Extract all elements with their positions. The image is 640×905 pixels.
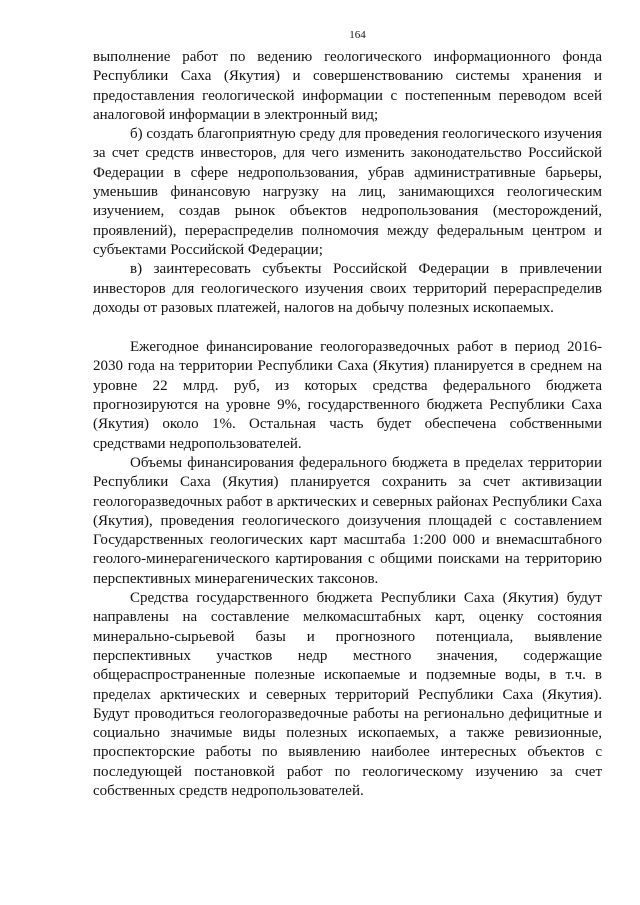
paragraph-6: Средства государственного бюджета Республики Саха (Якутия) будут направлены на составление мелкомасштабных карт, оценку состояния минерально-сырьевой базы и прогнозного потенциала, выявление перспективных участков недр местного значения, содержащие общераспространенные полезные ископаемые и подземные воды, в т.ч. в пределах арктических и северных территорий Республики Саха (Якутия). Будут проводиться геологоразведочные работы на регионально дефицитные и социально значимые виды полезных ископаемых, а также ревизионные, проспекторские работы по выявлению наиболее интересных объектов с последующей постановкой работ по геологическому изучению за счет собственных средств недропользователей. — [93, 590, 602, 799]
paragraph-3: в) заинтересовать субъекты Российской Федерации в привлечении инвесторов для геологического изучения своих территорий перераспределив доходы от разовых платежей, налогов на добычу полезных ископаемых. — [93, 261, 602, 316]
paragraph-gap — [93, 318, 602, 338]
paragraph-2: б) создать благоприятную среду для проведения геологического изучения за счет средств инвесторов, для чего изменить законодательство Российской Федерации в сфере недропользования, убрав административные барьеры, уменьшив финансовую нагрузку на лиц, занимающихся геологическим изучением, создав рынок объектов недропользования (месторождений, проявлений), перераспределив полномочия между федеральным центром и субъектами Российской Федерации; — [93, 126, 602, 258]
paragraph-1: выполнение работ по ведению геологического информационного фонда Республики Саха (Якутия) и совершенствованию системы хранения и предоставления геологической информации с постепенным переводом всей аналоговой информации в электронный вид; — [93, 49, 602, 123]
page-number: 164 — [349, 29, 366, 41]
paragraph-5: Объемы финансирования федерального бюджета в пределах территории Республики Саха (Якутия) планируется сохранить за счет активизации геологоразведочных работ в арктических и северных районах Республики Саха (Якутия), проведения геологического доизучения площадей с составлением Государственных геологических карт масштаба 1:200 000 и внемасштабного геолого-минерагенического картирования с общими поисками на территорию перспективных минерагенических таксонов. — [93, 454, 602, 587]
paragraph-4: Ежегодное финансирование геологоразведочных работ в период 2016-2030 года на территории Республики Саха (Якутия) планируется в среднем на уровне 22 млрд. руб, из которых средства федерального бюджета прогнозируются на уровне 9%, государственного бюджета Республики Саха (Якутия) около 1%. Остальная часть будет обеспечена собственными средствами недропользователей. — [93, 339, 602, 452]
